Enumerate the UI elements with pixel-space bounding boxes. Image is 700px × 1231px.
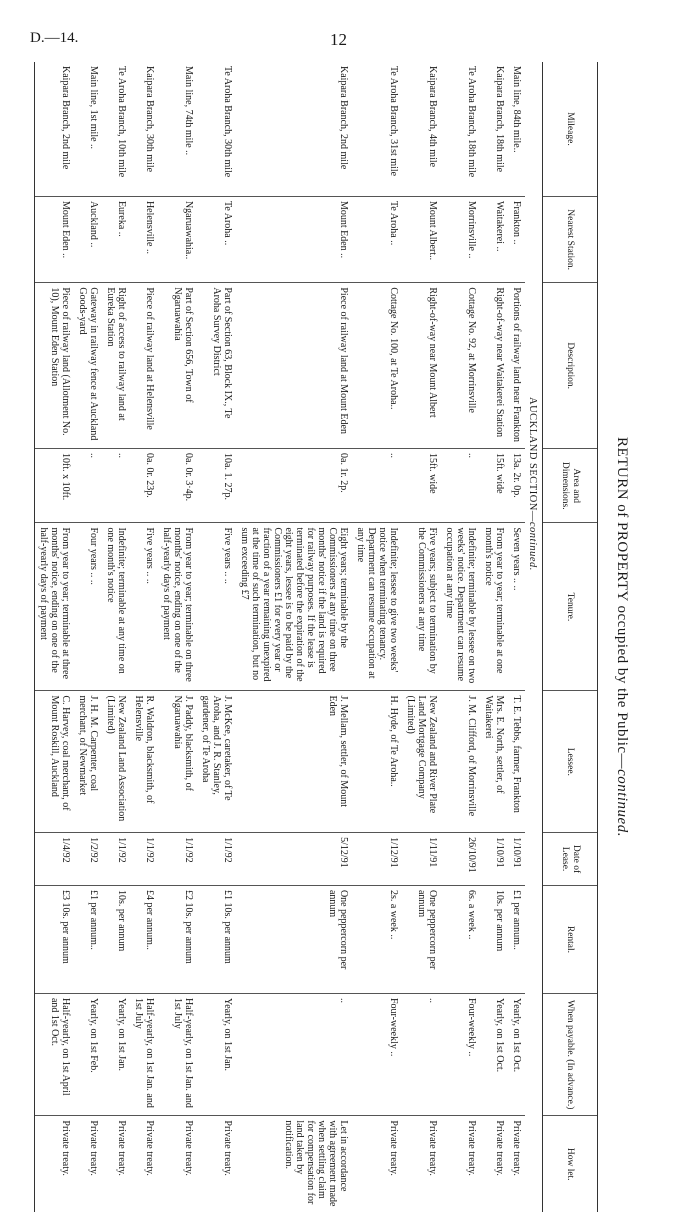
table-row	[197, 62, 236, 1212]
table-row	[236, 62, 352, 1212]
cell-date-of-lease: 1/12/91	[352, 833, 402, 886]
cell-tenure: Five years; subject to termination by the Commissioners at any time	[402, 523, 441, 691]
cell-mileage: Kaipara Branch, 2nd mile	[338, 66, 349, 170]
cell-mileage: Kaipara Branch, 4th mile	[427, 66, 438, 168]
cell-area: 15ft. wide	[402, 449, 441, 523]
cell-nearest-station: Morrinsville ..	[441, 196, 480, 282]
cell-area: 13a. 2r. 0p.	[508, 449, 525, 523]
cell-lessee: New Zealand Land Association (Limited)	[102, 691, 130, 833]
cell-when-payable: Half-yearly, on 1st April and 1st Oct.	[35, 993, 75, 1115]
col-date-of-lease: Date of Lease.	[543, 833, 598, 886]
col-mileage: Mileage.	[543, 62, 598, 196]
cell-nearest-station: Te Aroha ..	[197, 196, 236, 282]
col-area: Area and Dimensions.	[543, 449, 598, 523]
cell-when-payable: Four-weekly ..	[441, 993, 480, 1115]
cell-rental: One peppercorn per annum	[402, 885, 441, 993]
cell-nearest-station: Te Aroha ..	[352, 196, 402, 282]
cell-area: ..	[102, 449, 130, 523]
cell-rental: £1 per annum..	[74, 885, 102, 993]
cell-tenure: Five years .. ..	[197, 523, 236, 691]
cell-tenure: Indefinite; lessee to give two weeks' notice when terminating tenancy. Department can resume occupation at any time	[352, 523, 402, 691]
cell-when-payable: Half-yearly, on 1st Jan. and 1st July	[158, 993, 197, 1115]
cell-rental: £1 per annum..	[508, 885, 525, 993]
cell-how-let: Private treaty.	[402, 1116, 441, 1212]
cell-how-let: Private treaty.	[74, 1116, 102, 1212]
cell-when-payable: ..	[402, 993, 441, 1115]
table-header-row	[543, 62, 598, 1212]
table-row	[130, 62, 158, 1212]
cell-date-of-lease: 1/4/92	[35, 833, 75, 886]
cell-mileage: Kaipara Branch, 2nd mile	[35, 62, 75, 196]
cell-description: Part of Section 63, Block IX., Te Aroha Survey District	[197, 283, 236, 449]
cell-mileage: Main line, 74th mile ..	[183, 66, 194, 156]
cell-lessee: H. Hyde, of Te Aroha..	[352, 691, 402, 833]
cell-description: Piece of railway land at Mount Eden	[236, 283, 352, 449]
title-continued: continued.	[614, 769, 630, 837]
cell-date-of-lease: 1/1/92	[158, 833, 197, 886]
cell-rental: £3 10s. per annum	[35, 885, 75, 993]
cell-mileage: Te Aroha Branch, 31st mile	[388, 66, 399, 177]
col-rental: Rental.	[543, 885, 598, 993]
cell-rental: £1 10s. per annum	[197, 885, 236, 993]
cell-mileage: Kaipara Branch, 30th mile	[144, 66, 155, 173]
cell-date-of-lease: 1/10/91	[508, 833, 525, 886]
cell-date-of-lease: 1/1/92	[130, 833, 158, 886]
cell-tenure: From year to year; terminable on three months' notice, ending on one of the half-yearly days of payment	[158, 523, 197, 691]
cell-mileage: Te Aroha Branch, 18th mile	[466, 66, 477, 178]
cell-description: Gateway in railway fence at Auckland Goods-yard	[74, 283, 102, 449]
cell-when-payable: Half-yearly, on 1st Jan. and 1st July	[130, 993, 158, 1115]
cell-mileage: Kaipara Branch, 18th mile	[494, 66, 505, 173]
cell-when-payable: ..	[236, 993, 352, 1115]
cell-how-let: Private treaty.	[35, 1116, 75, 1212]
cell-nearest-station: Frankton ..	[508, 196, 525, 282]
cell-how-let: Private treaty.	[441, 1116, 480, 1212]
cell-nearest-station: Mount Eden ..	[236, 196, 352, 282]
page-number: 12	[330, 30, 347, 49]
table-row	[158, 62, 197, 1212]
cell-rental: 10s. per annum	[480, 885, 508, 993]
cell-tenure: Indefinite; terminable by lessee on two weeks' notice. Department can resume occupation at any time	[441, 523, 480, 691]
cell-lessee: J. M. Clifford, of Morrinsville	[441, 691, 480, 833]
cell-nearest-station: Eureka ..	[102, 196, 130, 282]
section-name: AUCKLAND SECTION—	[527, 397, 538, 522]
cell-area: 10a. 1. 27p.	[197, 449, 236, 523]
cell-how-let: Private treaty.	[352, 1116, 402, 1212]
cell-tenure: From year to year; terminable at three months' notice, ending on one of the half-yearly days of payment	[35, 523, 75, 691]
table-row	[480, 62, 508, 1212]
cell-when-payable: Yearly, on 1st Oct.	[480, 993, 508, 1115]
cell-tenure: Five years .. ..	[130, 523, 158, 691]
cell-lessee: Mrs. E. North, settler, of Waitakerei	[480, 691, 508, 833]
col-when-payable: When payable. (In advance.)	[543, 993, 598, 1115]
cell-area: 15ft. wide	[480, 449, 508, 523]
table-row	[74, 62, 102, 1212]
cell-when-payable: Four-weekly ..	[352, 993, 402, 1115]
cell-area: 10ft. x 10ft.	[35, 449, 75, 523]
section-continued: continued.	[527, 521, 538, 571]
cell-date-of-lease: 1/11/91	[402, 833, 441, 886]
cell-lessee: J. Mellam, settler, of Mount Eden	[236, 691, 352, 833]
table-row	[402, 62, 441, 1212]
document-title	[602, 62, 630, 1212]
cell-area: ..	[441, 449, 480, 523]
table-row	[441, 62, 480, 1212]
cell-how-let: Private treaty.	[508, 1116, 525, 1212]
cell-when-payable: Yearly, on 1st Jan.	[102, 993, 130, 1115]
page-identifier: D.—14.	[30, 30, 79, 46]
cell-area: 0a. 0r. 23p.	[130, 449, 158, 523]
cell-description: Piece of railway land (Allotment No. 10), Mount Eden Station	[35, 283, 75, 449]
cell-description: Piece of railway land at Helensville	[130, 283, 158, 449]
cell-how-let: Private treaty.	[130, 1116, 158, 1212]
cell-nearest-station: Auckland ..	[74, 196, 102, 282]
cell-when-payable: Yearly, on 1st Feb.	[74, 993, 102, 1115]
cell-tenure: From year to year; terminable at one month's notice	[480, 523, 508, 691]
cell-lessee: J. Paddy, blacksmith, of Ngaruawahia	[158, 691, 197, 833]
cell-description: Right-of-way near Waitakerei Station	[480, 283, 508, 449]
cell-tenure: Seven years .. ..	[508, 523, 525, 691]
cell-nearest-station: Mount Albert..	[402, 196, 441, 282]
cell-area: 0a. 0r. 3·4p.	[158, 449, 197, 523]
col-tenure: Tenure.	[543, 523, 598, 691]
cell-lessee: R. Waldron, blacksmith, of Helensville	[130, 691, 158, 833]
table-row	[102, 62, 130, 1212]
cell-date-of-lease: 1/1/92	[102, 833, 130, 886]
cell-description: Portions of railway land near Frankton	[508, 283, 525, 449]
cell-lessee: J. H. M. Carpenter, coal merchant, of Newmarket	[74, 691, 102, 833]
cell-how-let: Let in accordance with agreement made when settling claim for compensation for land taken by notification.	[236, 1116, 352, 1212]
cell-nearest-station: Ngaruawahia..	[158, 196, 197, 282]
cell-how-let: Private treaty.	[158, 1116, 197, 1212]
cell-lessee: J. McKee, caretaker, of Te Aroha, and J. R. Stanley, gardener, of Te Aroha	[197, 691, 236, 833]
table-row	[352, 62, 402, 1212]
cell-nearest-station: Mount Eden ..	[35, 196, 75, 282]
cell-rental: £4 per annum..	[130, 885, 158, 993]
cell-description: Cottage No. 100, at Te Aroha..	[352, 283, 402, 449]
col-description: Description.	[543, 283, 598, 449]
cell-area: 0a. 1r. 2p.	[236, 449, 352, 523]
cell-how-let: Private treaty.	[480, 1116, 508, 1212]
cell-mileage: Main line, 1st mile ..	[88, 66, 99, 150]
cell-lessee: T. E. Tebbs, farmer, Frankton	[508, 691, 525, 833]
cell-rental: 6s. a week ..	[441, 885, 480, 993]
cell-how-let: Private treaty.	[197, 1116, 236, 1212]
cell-mileage: Te Aroha Branch, 10th mile	[116, 66, 127, 178]
cell-lessee: New Zealand and River Plate Land Mortgage Company (Limited)	[402, 691, 441, 833]
table-row	[508, 62, 525, 1212]
cell-description: Right of access to railway land at Eureka Station	[102, 283, 130, 449]
cell-date-of-lease: 26/10/91	[441, 833, 480, 886]
cell-how-let: Private treaty.	[102, 1116, 130, 1212]
title-main: RETURN of PROPERTY occupied by the Public—	[614, 437, 630, 770]
cell-tenure: Eight years; terminable by the Commissioners at any time on three months' notice if the land is required for railway purposes. If the lease is terminated before the expiration of the eight years, lessee is to be paid by the Commissioners £1 for every year or fraction of a year remaining unexpired at the time of such termination, but no sum exceeding £7	[236, 523, 352, 691]
cell-rental: £2 10s. per annum	[158, 885, 197, 993]
cell-date-of-lease: 1/2/92	[74, 833, 102, 886]
cell-rental: 2s. a week ..	[352, 885, 402, 993]
cell-date-of-lease: 1/10/91	[480, 833, 508, 886]
cell-area: ..	[352, 449, 402, 523]
property-table	[34, 62, 598, 1212]
section-row	[525, 62, 543, 1212]
cell-date-of-lease: 1/1/92	[197, 833, 236, 886]
cell-when-payable: Yearly, on 1st Jan.	[197, 993, 236, 1115]
cell-area: ..	[74, 449, 102, 523]
col-nearest-station: Nearest Station.	[543, 196, 598, 282]
table-body	[35, 62, 543, 1212]
cell-rental: One peppercorn per annum	[236, 885, 352, 993]
col-lessee: Lessee.	[543, 691, 598, 833]
cell-rental: 10s. per annum	[102, 885, 130, 993]
cell-tenure: Four years .. ..	[74, 523, 102, 691]
cell-description: Part of Section 656, Town of Ngaruawahia	[158, 283, 197, 449]
cell-when-payable: Yearly, on 1st Oct.	[508, 993, 525, 1115]
cell-tenure: Indefinite; terminable at any time on one month's notice	[102, 523, 130, 691]
col-how-let: How let.	[543, 1116, 598, 1212]
cell-nearest-station: Waitakerei ..	[480, 196, 508, 282]
cell-description: Cottage No. 92, at Morrinsville	[441, 283, 480, 449]
cell-lessee: C. Harvey, coal merchant, of Mount Roskill, Auckland	[35, 691, 75, 833]
rotated-return-table	[38, 62, 630, 1212]
cell-mileage: Main line, 84th mile..	[511, 66, 522, 153]
cell-mileage: Te Aroha Branch, 30th mile	[222, 66, 233, 178]
cell-nearest-station: Helensville ..	[130, 196, 158, 282]
cell-date-of-lease: 5/12/91	[236, 833, 352, 886]
section-heading	[525, 62, 543, 1212]
table-row	[35, 62, 75, 1212]
cell-description: Right-of-way near Mount Albert	[402, 283, 441, 449]
